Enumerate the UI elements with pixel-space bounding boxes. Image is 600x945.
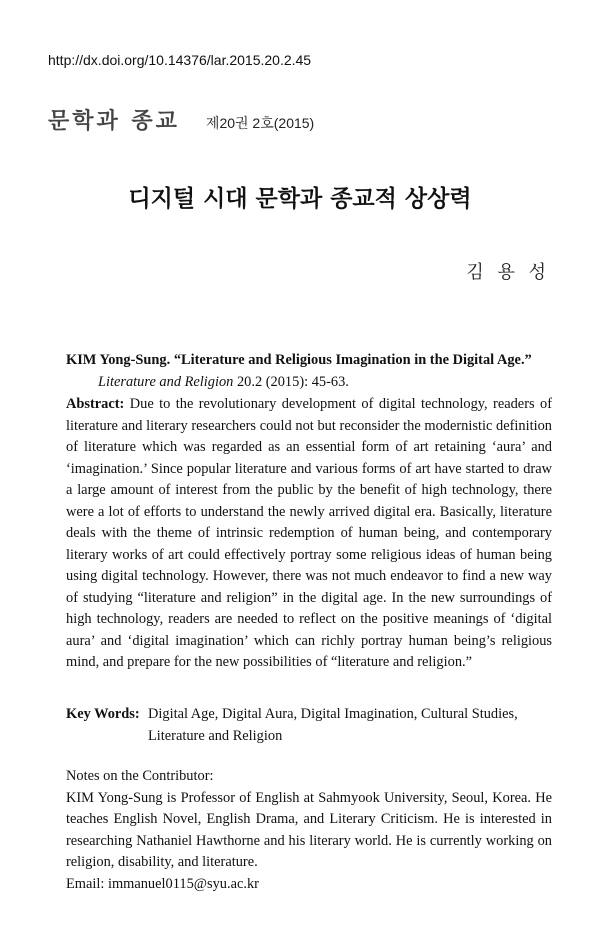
article-title: 디지털 시대 문학과 종교적 상상력 — [128, 186, 472, 212]
article-author: 김 용 성 — [466, 262, 550, 283]
contributor-email[interactable]: Email: immanuel0115@syu.ac.kr — [66, 875, 259, 892]
keywords-label: Key Words: — [66, 706, 140, 722]
citation-journal: Literature and Religion — [98, 373, 234, 390]
abstract-text: Due to the revolutionary development of digital technology, readers of literature and literary researchers could not but reconsider the modernistic definition of literature which was regarded as an essential form of art retaining ‘aura’ and ‘imagination.’ Since popular literature and various forms of art have started to draw a large amount of interest from the public by the benefit of high technology, there were a lot of efforts to understand the newly arrived digital era. Basically, literature deals with the theme of intrinsic redemption of human being, and contemporary literary works of art could effectively portray some religious ideas of human being using digital technology. However, there was not much endeavor to find a new way of studying “literature and religion” in the digital age. In the new surroundings of high technology, readers are needed to reflect on the positive meanings of ‘digital aura’ and ‘digital imagination’ which can richly portray human being’s religious mind, and prepare for the new possibilities of “literature and religion.” — [66, 396, 552, 670]
contributor-notes — [66, 766, 552, 895]
journal-logo: 문학과 종교 — [48, 108, 180, 134]
contributor-heading: Notes on the Contributor: — [66, 768, 214, 784]
keywords-text: Digital Age, Digital Aura, Digital Imagination, Cultural Studies, Literature and Religion — [148, 706, 518, 744]
journal-header — [48, 104, 314, 135]
abstract-label: Abstract: — [66, 396, 125, 412]
citation-source — [66, 372, 552, 394]
contributor-bio: KIM Yong-Sung is Professor of English at Sahmyook University, Seoul, Korea. He teaches English Novel, English Drama, and Literary Criticism. He is interested in researching Nathaniel Hawthorne and his literary world. He is currently working on religion, disability, and literature. — [66, 789, 552, 870]
citation-details: 20.2 (2015): 45-63. — [233, 373, 349, 390]
citation-main: KIM Yong-Sung. “Literature and Religious Imagination in the Digital Age.” — [66, 352, 532, 368]
keywords — [66, 704, 552, 747]
citation — [66, 350, 552, 393]
abstract — [66, 394, 552, 674]
doi-link[interactable]: http://dx.doi.org/10.14376/lar.2015.20.2.45 — [48, 52, 312, 68]
issue-info: 제20권 2호(2015) — [205, 115, 315, 131]
